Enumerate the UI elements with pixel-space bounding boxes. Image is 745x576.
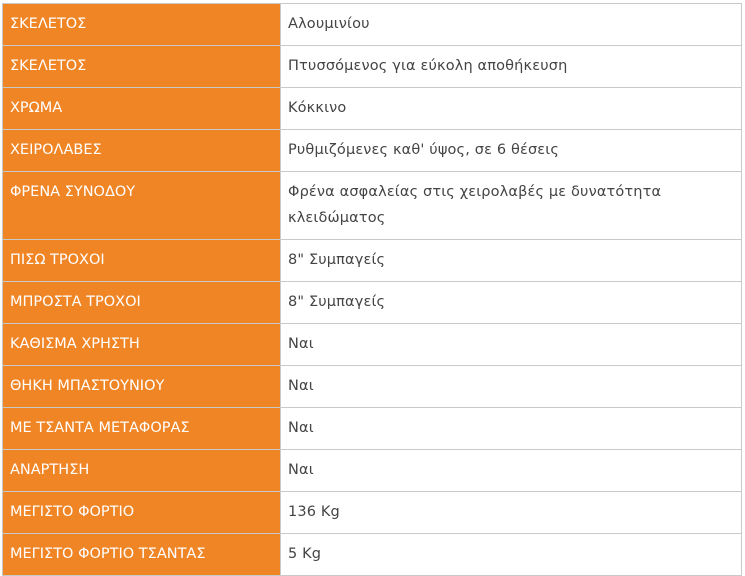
table-row: [3, 240, 742, 282]
spec-value: Κόκκινο: [281, 88, 742, 130]
spec-value: Ναι: [281, 408, 742, 450]
spec-label: ΠΙΣΩ ΤΡΟΧΟΙ: [3, 240, 281, 282]
spec-label: ΣΚΕΛΕΤΟΣ: [3, 46, 281, 88]
spec-value: 8" Συμπαγείς: [281, 282, 742, 324]
spec-label: ΜΕ ΤΣΑΝΤΑ ΜΕΤΑΦΟΡΑΣ: [3, 408, 281, 450]
spec-value: Ναι: [281, 366, 742, 408]
spec-label: ΧΕΙΡΟΛΑΒΕΣ: [3, 130, 281, 172]
spec-value: Ναι: [281, 324, 742, 366]
spec-value: Φρένα ασφαλείας στις χειρολαβές με δυνατότητα κλειδώματος: [281, 172, 742, 240]
spec-value: Πτυσσόμενος για εύκολη αποθήκευση: [281, 46, 742, 88]
spec-value: 136 Kg: [281, 492, 742, 534]
table-row: [3, 450, 742, 492]
spec-label: ΜΕΓΙΣΤΟ ΦΟΡΤΙΟ: [3, 492, 281, 534]
specifications-table: [2, 3, 742, 576]
spec-value: 5 Kg: [281, 534, 742, 576]
spec-label: ΑΝΑΡΤΗΣΗ: [3, 450, 281, 492]
table-row: [3, 492, 742, 534]
table-row: [3, 130, 742, 172]
table-row: [3, 408, 742, 450]
spec-value: 8" Συμπαγείς: [281, 240, 742, 282]
spec-label: ΣΚΕΛΕΤΟΣ: [3, 4, 281, 46]
table-row: [3, 534, 742, 576]
table-row: [3, 46, 742, 88]
table-row: [3, 366, 742, 408]
spec-label: ΚΑΘΙΣΜΑ ΧΡΗΣΤΗ: [3, 324, 281, 366]
spec-label: ΘΗΚΗ ΜΠΑΣΤΟΥΝΙΟΥ: [3, 366, 281, 408]
spec-value: Αλουμινίου: [281, 4, 742, 46]
spec-value: Ρυθμιζόμενες καθ' ύψος, σε 6 θέσεις: [281, 130, 742, 172]
table-row: [3, 4, 742, 46]
spec-label: ΧΡΩΜΑ: [3, 88, 281, 130]
table-row: [3, 324, 742, 366]
table-row: [3, 282, 742, 324]
spec-label: ΦΡΕΝΑ ΣΥΝΟΔΟΥ: [3, 172, 281, 240]
spec-label: ΜΕΓΙΣΤΟ ΦΟΡΤΙΟ ΤΣΑΝΤΑΣ: [3, 534, 281, 576]
table-row: [3, 88, 742, 130]
spec-value: Ναι: [281, 450, 742, 492]
spec-label: ΜΠΡΟΣΤΑ ΤΡΟΧΟΙ: [3, 282, 281, 324]
table-row: [3, 172, 742, 240]
